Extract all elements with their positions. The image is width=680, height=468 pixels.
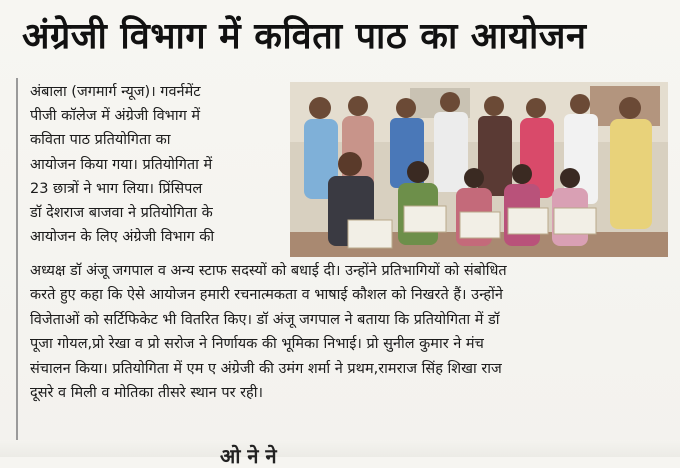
body-line: दूसरे व मिली व मोतिका तीसरे स्थान पर रही। [30, 385, 263, 402]
body-line: अध्यक्ष डॉ अंजू जगपाल व अन्य स्टाफ सदस्यों को बधाई दी। उन्होंने प्रतिभागियों को संबोधित [30, 263, 507, 279]
body-line: विजेताओं को सर्टिफिकेट भी वितरित किए। डॉ अंजू जगपाल ने बताया कि प्रतियोगिता में डॉ [30, 311, 500, 328]
body-line: आयोजन के लिए अंग्रेजी विभाग की [30, 229, 215, 246]
next-article-fragment: ओ ने ने [220, 444, 277, 468]
body-line: डॉ देशराज बाजवा ने प्रतियोगिता के [30, 205, 213, 222]
group-photo [290, 82, 668, 257]
body-line: करते हुए कहा कि ऐसे आयोजन हमारी रचनात्मकता व भाषाई कौशल को निखरते हैं। उन्होंने [30, 287, 503, 304]
article-body-beside-photo [30, 80, 284, 249]
body-line: आयोजन किया गया। प्रतियोगिता में [30, 156, 213, 173]
column-rule [16, 78, 18, 440]
article-headline: अंग्रेजी विभाग में कविता पाठ का आयोजन [22, 16, 587, 57]
body-line: कविता पाठ प्रतियोगिता का [30, 132, 171, 149]
body-line: संचालन किया। प्रतियोगिता में एम ए अंग्रेजी की उमंग शर्मा ने प्रथम,रामराज सिंह शिखा राज [30, 360, 502, 377]
group-photo-illustration [290, 82, 668, 257]
body-line: पूजा गोयल,प्रो रेखा व प्रो सरोज ने निर्णायक की भूमिका निभाई। प्रो सुनील कुमार ने मंच [30, 336, 484, 353]
body-line: अंबाला (जगमार्ग न्यूज)। गवर्नमेंट [30, 84, 201, 100]
body-line: 23 छात्रों ने भाग लिया। प्रिंसिपल [30, 180, 203, 197]
body-line: पीजी कॉलेज में अंग्रेजी विभाग में [30, 108, 201, 125]
article-body-full-width [30, 259, 670, 405]
